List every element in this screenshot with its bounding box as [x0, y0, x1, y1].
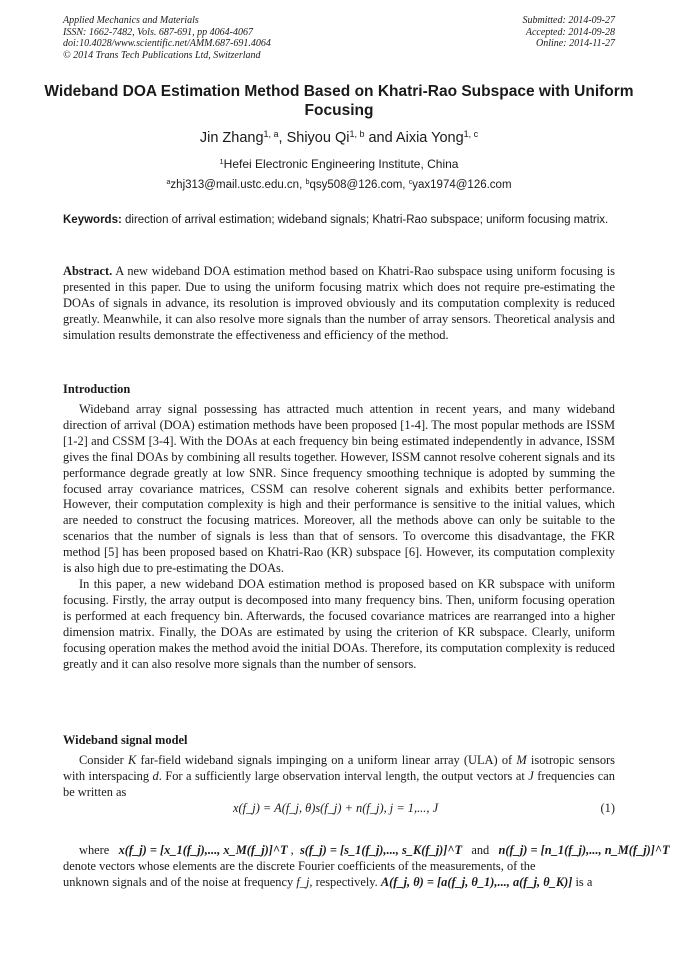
text: unknown signals and of the noise at frequency [63, 874, 297, 889]
text: Consider [79, 753, 128, 767]
keywords-text: direction of arrival estimation; wideband signals; Khatri-Rao subspace; uniform focusing matrix. [121, 214, 609, 226]
header-right [523, 15, 616, 50]
online-date: Online: 2014-11-27 [536, 38, 615, 50]
equation-number: (1) [600, 801, 615, 815]
introduction-heading: Introduction [63, 382, 131, 396]
author-name: Aixia Yong [395, 130, 464, 146]
paragraph [63, 753, 615, 801]
equation-expression: x(f_j) = A(f_j, θ)s(f_j) + n(f_j), j = 1,..., J [233, 801, 439, 815]
text: is a [572, 874, 593, 889]
definitions-line: denote vectors whose elements are the discrete Fourier coefficients of the measurements, of the [63, 858, 536, 873]
author-sup: 1, c [463, 129, 479, 140]
copyright-line: © 2014 Trans Tech Publications Ltd, Switzerland [63, 49, 261, 61]
email-sup: c [408, 178, 413, 187]
author-sup: 1, b [349, 129, 365, 140]
math-var: f_j [296, 874, 310, 889]
abstract [63, 264, 615, 344]
definitions [63, 843, 670, 891]
affiliation-sup: 1 [219, 156, 224, 166]
math-expr: s(f_j) = [s_1(f_j),..., s_K(f_j)]^T [299, 843, 463, 857]
text: , respectively. [309, 874, 381, 889]
email-link[interactable]: qsy508@126.com, [309, 179, 409, 191]
paragraph: In this paper, a new wideband DOA estimation method is proposed based on KR subspace with uniform focusing. Firstly, the array output is decomposed into many frequency bins. Then, uniform focusing operation is performed at each frequency bin. Afterwards, the focused covariance matrices are rearranged into a higher dimension matrix. Finally, the DOAs are estimated by using the criterion of KR subspace. Clearly, uniform focusing operation makes the method avoid the initial DOAs. Therefore, its computation complexity is reduced greatly and it can also resolve more signals than the number of sensors. [63, 576, 615, 671]
equation-1 [63, 801, 615, 819]
math-var: d [152, 768, 159, 783]
text: frequencies can be written as [63, 768, 615, 799]
author-name: Jin Zhang [199, 130, 264, 146]
text: isotropic sensors with interspacing [63, 753, 616, 783]
separator: and [364, 130, 396, 146]
math-expr: A(f_j, θ) = [a(f_j, θ_1),..., a(f_j, θ_K)] [380, 874, 573, 889]
signal-model-heading: Wideband signal model [63, 733, 188, 747]
introduction-body [63, 402, 615, 672]
separator: , [278, 130, 287, 146]
signal-model-body [63, 753, 615, 801]
math-expr: x(f_j) = [x_1(f_j),..., x_M(f_j)]^T [118, 843, 288, 857]
definitions-line: where x(f_j) = [x_1(f_j),..., x_M(f_j)]^T , s(f_j) = [s_1(f_j),..., s_K(f_j)]^T and n(f_j) = [n_1(f_j),..., n_M(f_j)]^T [79, 843, 670, 857]
submitted-date: Submitted: 2014-09-27 [522, 15, 615, 26]
keywords [63, 213, 615, 228]
email-sup: a [166, 178, 171, 187]
math-var: J [528, 768, 534, 783]
affiliation-text: Hefei Electronic Engineering Institute, China [223, 157, 459, 171]
affiliation [0, 157, 678, 171]
keywords-label: Keywords: [63, 214, 122, 226]
journal-name: Applied Mechanics and Materials [63, 15, 199, 26]
author-list [0, 130, 678, 146]
author-sup: 1, a [263, 129, 279, 140]
email-sup: b [305, 178, 310, 187]
email-link[interactable]: zhj313@mail.ustc.edu.cn, [170, 179, 306, 191]
math-var: M [516, 753, 527, 767]
accepted-date: Accepted: 2014-09-28 [525, 26, 615, 38]
doi-line: doi:10.4028/www.scientific.net/AMM.687-691.4064 [63, 38, 271, 50]
abstract-label: Abstract. [63, 264, 113, 278]
definitions-line [63, 875, 615, 891]
abstract-text: A new wideband DOA estimation method based on Khatri-Rao subspace using uniform focusing is presented in this paper. Due to using the uniform focusing matrix which does not require pre-estimating the DOAs of signals in advance, its resolution is improved obviously and its computation complexity is reduced greatly. Meanwhile, it can also resolve more signals than the number of array sensors. Theoretical analysis and simulation results demonstrate the effectiveness and efficiency of the method. [63, 264, 615, 342]
text: far-field wideband signals impinging on a uniform linear array (ULA) of [136, 753, 517, 767]
math-expr: n(f_j) = [n_1(f_j),..., n_M(f_j)]^T [498, 843, 670, 857]
text: and [471, 843, 490, 857]
text: where [79, 843, 110, 857]
email-link[interactable]: yax1974@126.com [412, 179, 512, 191]
email-list [0, 179, 678, 191]
author-name: Shiyou Qi [286, 130, 350, 146]
math-var: K [127, 753, 137, 767]
text: . For a sufficiently large observation interval length, the output vectors at [158, 768, 529, 783]
issn-line: ISSN: 1662-7482, Vols. 687-691, pp 4064-4067 [63, 26, 253, 38]
paragraph: Wideband array signal possessing has attracted much attention in recent years, and many wideband direction of arrival (DOA) estimation methods have been proposed [1-4]. The most popular methods are ISSM [1-2] and CSSM [3-4]. With the DOAs at each frequency bin being estimated independently in advance, ISSM gives the final DOAs by combining all results together. However, ISSM cannot resolve coherent signals and its performance degrade greatly at low SNR. Since frequency smoothing technique is adopted by summing the focused array covariance matrices, CSSM can resolve coherent signals and exhibits better performance. However, their computation complexity is high and their performance is sensitive to the initial values, which are needed to construct the focusing matrices. Moreover, all the methods above can only be suitable to the scenarios that the number of signals is less than that of sensors. To overcome this disadvantage, the FKR method [5] has been proposed based on Khatri-Rao (KR) subspace [6]. However, its computation complexity is also high due to pre-estimating the DOAs. [63, 402, 615, 576]
header-left [63, 15, 271, 61]
paper-title: Wideband DOA Estimation Method Based on Khatri-Rao Subspace with Uniform Focusing [44, 83, 634, 119]
